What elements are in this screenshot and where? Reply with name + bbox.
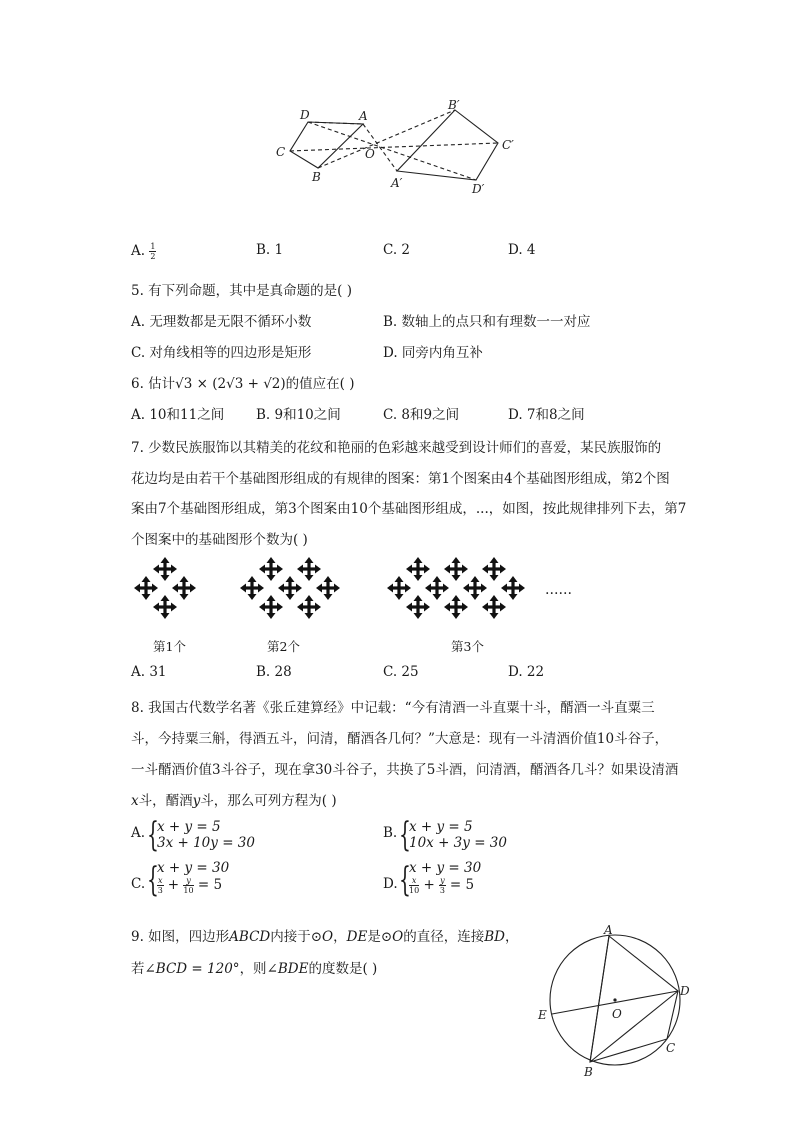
q8-option-c-row1: x + y = 30 [157, 860, 230, 876]
q9-seg-BD: BD [484, 929, 505, 945]
q4-figure [270, 95, 530, 200]
q8-var-x: x [131, 793, 139, 809]
q9-line2-c: 的度数是( ) [308, 961, 378, 977]
q9-label-A: A [604, 923, 613, 937]
q9-label-D: D [680, 984, 690, 998]
q8-option-d[interactable] [383, 860, 583, 900]
q6-option-b[interactable]: B. 9和10之间 [256, 407, 341, 423]
q4-label-O: O [365, 147, 375, 161]
q4-option-c[interactable]: C. 2 [383, 242, 411, 258]
q8-option-c-label: C. [131, 876, 146, 892]
q7-ellipsis: …… [545, 582, 572, 598]
q9-line2-b: ，则 [239, 961, 267, 977]
q9-label-B: B [584, 1065, 593, 1079]
q4-option-a[interactable] [131, 242, 156, 261]
q9-circle-figure [530, 922, 710, 1084]
q6-stem [131, 372, 355, 392]
q8-stem-line3: 一斗醑酒价值3斗谷子，现在拿30斗谷子，共换了5斗酒，问清酒，醑酒各几斗？如果设清酒 [131, 762, 679, 778]
q9-line2-a: 若 [131, 961, 145, 977]
q8-option-d-row1: x + y = 30 [409, 860, 482, 876]
q9-circle-O-2: ⊙O [380, 929, 404, 945]
q4-label-D-prime: D′ [472, 182, 485, 196]
q7-option-b[interactable]: B. 28 [256, 664, 292, 680]
q9-quad-ABCD: ABCD [229, 929, 271, 945]
q4-option-d[interactable]: D. 4 [508, 242, 536, 258]
q7-caption-1: 第1个 [153, 639, 186, 654]
q9-label-E: E [538, 1008, 547, 1022]
q8-option-b-system [409, 819, 507, 851]
q8-option-d-f1-num: x [409, 876, 419, 886]
q8-stem-line4-end: 斗，那么可列方程为( ) [200, 793, 337, 809]
q8-option-b-row1: x + y = 5 [409, 819, 473, 835]
q9-line1-f: ， [504, 929, 519, 945]
q7-caption-2: 第2个 [267, 639, 300, 654]
q5-option-b[interactable]: B. 数轴上的点只和有理数一一对应 [383, 314, 591, 330]
q9-line1-d: 是 [367, 929, 381, 945]
q8-stem-line2: 斗，今持粟三斛，得酒五斗，问清，醑酒各几何？”大意是：现有一斗清酒价值10斗谷子， [131, 731, 669, 747]
q8-option-b[interactable] [383, 815, 583, 855]
q8-option-a-brace: { [147, 815, 159, 855]
q8-option-d-eq: = 5 [449, 877, 475, 893]
q9-line1-c: ， [333, 929, 347, 945]
q9-angle-BCD: ∠BCD = 120° [144, 961, 240, 977]
q8-option-c-eq: = 5 [197, 877, 223, 893]
q8-option-a-system [157, 819, 255, 851]
q9-angle-BDE: ∠BDE [266, 961, 309, 977]
q6-stem-prefix: 6. 估计 [131, 376, 176, 392]
q9-stem-line2 [131, 957, 377, 977]
q9-label-O: O [612, 1007, 622, 1021]
q9-circle-O-1: ⊙O [310, 929, 334, 945]
q4-label-B-prime: B′ [448, 98, 460, 112]
q4-label-A-prime: A′ [391, 176, 403, 190]
q8-stem-line4-mid: 斗，醑酒 [138, 793, 193, 809]
q7-stem-line1: 7. 少数民族服饰以其精美的花纹和艳丽的色彩越来越受到设计师们的喜爱，某民族服饰的 [131, 440, 662, 456]
q7-stem-line4: 个图案中的基础图形个数为( ) [131, 532, 308, 548]
q6-option-a[interactable]: A. 10和11之间 [131, 407, 225, 423]
q8-option-a[interactable] [131, 815, 331, 855]
q8-option-d-row2: $\frac{x}{10}$ + $\frac{y}{3}$ = 5 [409, 876, 475, 895]
q7-stem-line3: 案由7个基础图形组成，第3个图案由10个基础图形组成，...，如图，按此规律排列下去，第7 [131, 501, 687, 517]
q8-option-a-row1: x + y = 5 [157, 819, 221, 835]
q6-option-d[interactable]: D. 7和8之间 [508, 407, 585, 423]
q9-line1-b: 内接于 [270, 929, 311, 945]
q4-option-a-label: A. [131, 243, 146, 259]
q8-var-y: y [192, 793, 201, 809]
q7-option-c[interactable]: C. 25 [383, 664, 419, 680]
q4-label-A: A [359, 109, 368, 123]
q8-option-c-system [157, 860, 229, 895]
q4-label-B: B [312, 170, 321, 184]
q9-line1-e: 的直径，连接 [403, 929, 485, 945]
q8-option-c-f1-den: 3 [157, 886, 163, 895]
q6-option-c[interactable]: C. 8和9之间 [383, 407, 460, 423]
q7-option-a[interactable]: A. 31 [131, 664, 167, 680]
q7-stem-line2: 花边均是由若干个基础图形组成的有规律的图案：第1个图案由4个基础图形组成，第2个图 [131, 471, 670, 487]
q8-option-a-label: A. [131, 825, 146, 841]
q4-label-C: C [276, 145, 286, 159]
q8-option-d-label: D. [383, 876, 398, 892]
q8-option-c-f2-num: y [183, 876, 193, 886]
q4-option-a-den: 2 [150, 252, 156, 261]
q8-option-d-system [409, 860, 481, 895]
q8-option-b-label: B. [383, 825, 398, 841]
q7-pattern-1 [134, 557, 196, 619]
q8-option-d-f2-den: 3 [439, 886, 445, 895]
q6-stem-expression: √3 × (2√3 + √2) [175, 376, 286, 392]
q7-pattern-3 [387, 557, 525, 619]
q8-option-a-row2: 3x + 10y = 30 [157, 835, 255, 851]
q8-option-b-brace: { [399, 815, 411, 855]
q4-label-D: D [300, 108, 310, 122]
q4-option-a-num: 1 [150, 242, 156, 251]
q4-option-a-fraction [149, 242, 156, 261]
q8-option-c-f1-num: x [158, 876, 163, 885]
q7-caption-3: 第3个 [451, 639, 484, 654]
q9-seg-DE: DE [346, 929, 368, 945]
q4-label-C-prime: C′ [502, 138, 514, 152]
q9-label-C: C [666, 1041, 676, 1055]
q5-option-a[interactable]: A. 无理数都是无限不循环小数 [131, 314, 312, 330]
q8-stem-line4 [131, 789, 337, 809]
q8-option-c-f2-den: 10 [183, 886, 194, 895]
q8-option-c-row2: $\frac{x}{3}$ + $\frac{y}{10}$ = 5 [157, 876, 223, 895]
q7-pattern-figure [128, 555, 588, 630]
q7-option-d[interactable]: D. 22 [508, 664, 545, 680]
q5-stem: 5. 有下列命题，其中是真命题的是( ) [131, 283, 352, 299]
q8-option-c-brace: { [147, 860, 159, 900]
q5-option-c[interactable]: C. 对角线相等的四边形是矩形 [131, 345, 312, 361]
q8-option-b-row2: 10x + 3y = 30 [409, 835, 507, 851]
q8-option-d-f2-num: y [440, 876, 445, 885]
q6-stem-suffix: 的值应在( ) [285, 376, 355, 392]
q5-option-d[interactable]: D. 同旁内角互补 [383, 345, 483, 361]
q8-option-d-brace: { [399, 860, 411, 900]
q8-stem-line1: 8. 我国古代数学名著《张丘建算经》中记载：“今有清酒一斗直粟十斗，醑酒一斗直粟三 [131, 700, 655, 716]
q4-option-b[interactable]: B. 1 [256, 242, 284, 258]
q8-option-d-f1-den: 10 [409, 886, 420, 895]
q9-line1-a: 9. 如图，四边形 [131, 929, 230, 945]
q9-stem-line1 [131, 925, 518, 945]
q7-pattern-2 [240, 557, 340, 619]
q8-option-c[interactable] [131, 860, 331, 900]
